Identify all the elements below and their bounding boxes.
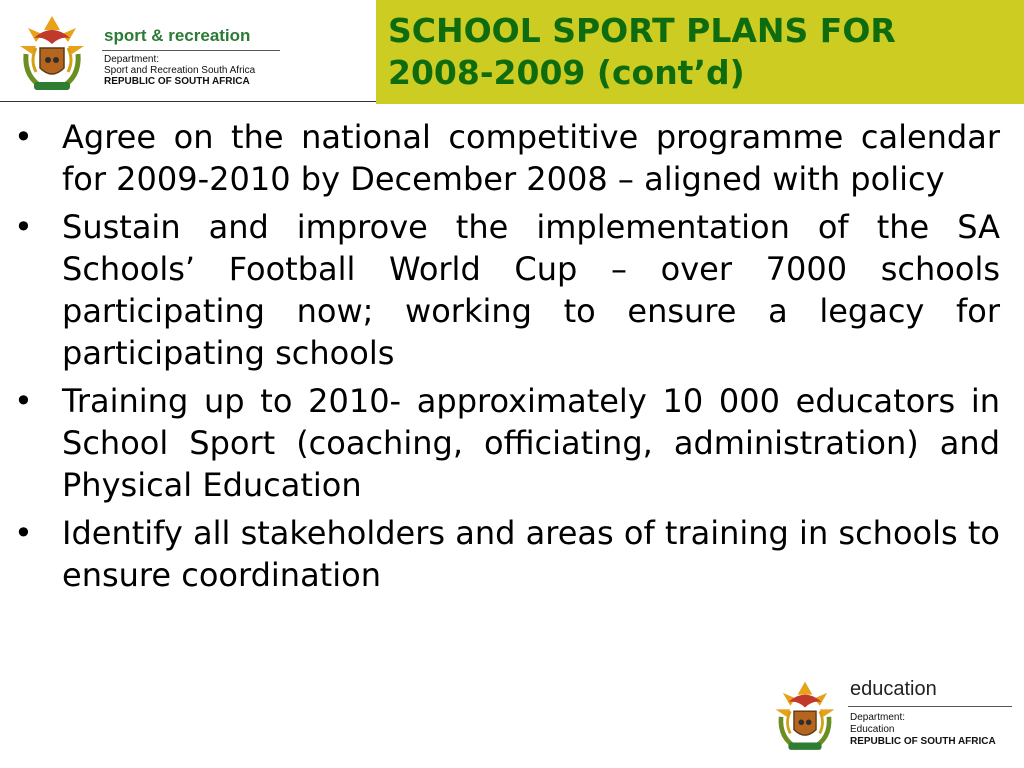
logo-divider xyxy=(102,50,280,51)
department-line1: Department: xyxy=(104,54,160,65)
slide-title-line1: SCHOOL SPORT PLANS FOR xyxy=(388,11,896,50)
bullet-text: Agree on the national competitive programme calendar for 2009-2010 by December 2008 – aligned with policy xyxy=(62,118,1000,198)
bullet-marker: • xyxy=(14,118,33,156)
bullet-marker: • xyxy=(14,382,33,420)
department-details xyxy=(104,54,255,87)
list-item xyxy=(14,380,1000,506)
bullet-text: Sustain and improve the implementation of the SA Schools’ Football World Cup – over 7000 schools participating now; working to ensure a legacy for participating schools xyxy=(62,208,1000,372)
title-banner xyxy=(376,0,1024,104)
bullet-marker: • xyxy=(14,514,33,552)
bullet-text: Training up to 2010- approximately 10 000 educators in School Sport (coaching, officiating, administration) and Physical Education xyxy=(62,382,1000,504)
bullet-marker: • xyxy=(14,208,33,246)
education-details xyxy=(850,712,996,748)
education-name: education xyxy=(850,678,937,700)
list-item xyxy=(14,512,1000,596)
department-line3: REPUBLIC OF SOUTH AFRICA xyxy=(104,76,250,87)
department-line2: Sport and Recreation South Africa xyxy=(104,65,256,76)
education-line3: REPUBLIC OF SOUTH AFRICA xyxy=(850,736,996,747)
bullet-text: Identify all stakeholders and areas of training in schools to ensure coordination xyxy=(62,514,1000,594)
bullet-list xyxy=(14,116,1000,602)
slide-title-line2: 2008-2009 (cont’d) xyxy=(388,53,745,92)
department-name: sport & recreation xyxy=(104,26,251,45)
logo-divider xyxy=(848,706,1012,707)
list-item xyxy=(14,116,1000,200)
education-logo xyxy=(768,664,1024,768)
list-item xyxy=(14,206,1000,374)
education-line2: Education xyxy=(850,724,895,735)
sport-recreation-logo xyxy=(0,0,376,102)
coat-of-arms-icon xyxy=(14,8,90,94)
coat-of-arms-icon xyxy=(770,668,840,760)
education-line1: Department: xyxy=(850,712,906,723)
